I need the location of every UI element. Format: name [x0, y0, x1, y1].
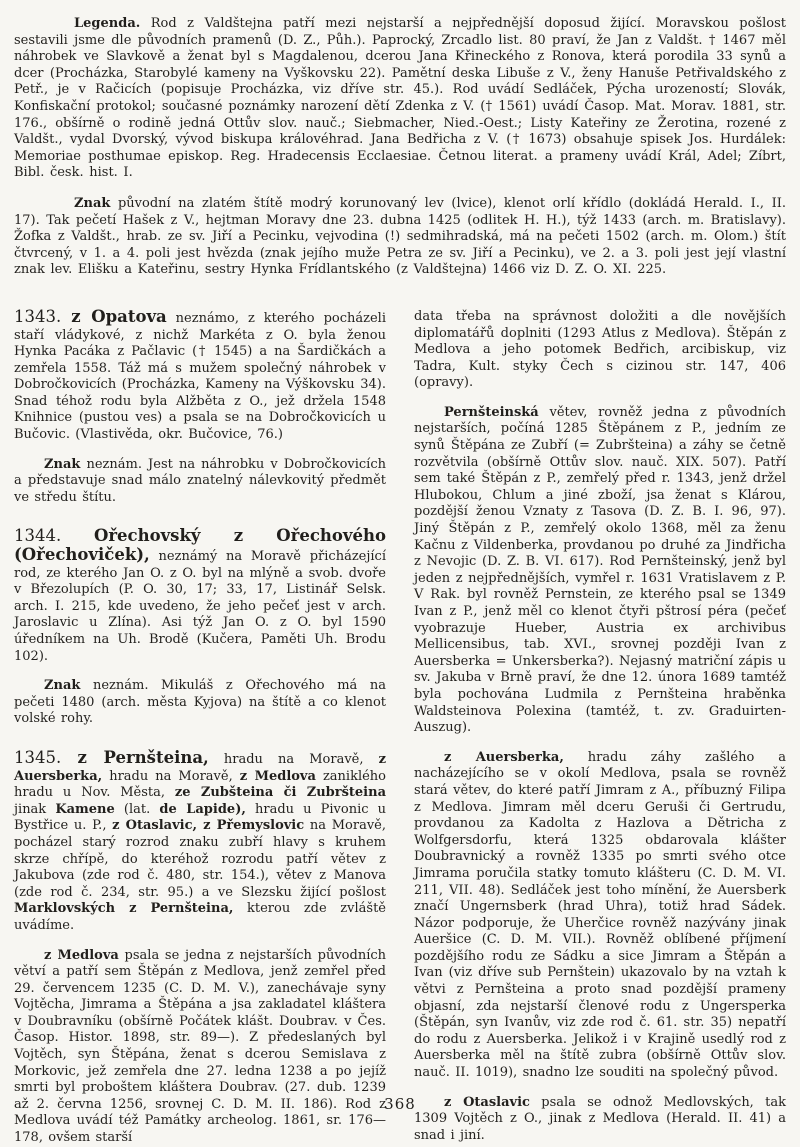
text-segment: zaniklého hradu u Nov. Města, — [14, 768, 387, 801]
continuation-paragraph — [414, 309, 786, 392]
text-segment: na Moravě, pocházel starý rozrod znaku zubří hlavy s kruhem skrze chřípě, do kteréhož rozrodu patří větev z Jakubova (zde rod č. 480, str. 154.), větev z Manova (zde rod č. 234, str. 95.) a ve Slezsku žijící pošlost — [14, 818, 386, 900]
entry-heading-segment: 1344. — [14, 526, 94, 546]
text-segment: hradu na Moravě, — [208, 751, 379, 767]
page-number: 368 — [384, 1095, 416, 1113]
entry-heading-segment: z Pernšteina, — [77, 747, 209, 767]
bold-lead-segment: Pernšteinská — [444, 404, 539, 420]
bold-lead-segment: z Medlova — [239, 768, 316, 784]
bold-lead-segment: Znak — [44, 678, 81, 694]
z-auersberka-paragraph — [414, 750, 786, 1082]
text-segment: neznám. Mikuláš z Ořechového má na pečeti 1480 (arch. města Kyjova) na štítě a co klenot volské rohy. — [14, 678, 386, 727]
entry-1343-z-opatova — [14, 306, 386, 444]
bold-lead-segment: z Otaslavic, z Přemyslovic — [112, 818, 305, 834]
entry-heading-segment: 1345. — [14, 747, 78, 767]
entry-1344-orechovsky — [14, 528, 386, 665]
znak-valdstejn-paragraph — [14, 196, 786, 279]
text-segment: neznámo, z kterého pocházeli staří vládykové, z nichž Markéta z O. byla ženou Hynka Pacáka z Pačlavic († 1545) a na Šardičkách a zemřela 1558. Táž má s mužem společný náhrobek v Dobročkovicích (Procházka, Kameny na Výškovsku 34). Snad téhož rodu byla Alžběta z O., jež držela 1548 Knihnice (pustou ves) a psala se na Dobročkovicích u Bučovic. (Vlastivěda, okr. Bučovice, 76.) — [14, 310, 386, 443]
bold-lead-segment: z Medlova — [44, 947, 119, 963]
text-segment: hradu u Pivonic u Bystřice u. P., — [14, 801, 386, 834]
text-segment: psala se odnož Medlovských, tak 1309 Vojtěch z O., jinak z Medlova (Herald. II. 41) a snad i jiní. — [414, 1094, 787, 1143]
znak-paragraph-1343 — [14, 457, 386, 507]
znak-paragraph-1344 — [14, 678, 386, 728]
text-segment: jinak — [14, 801, 56, 817]
bold-lead-segment: Znak — [44, 456, 81, 472]
entry-heading-segment: Ořechovský z Ořechového (Ořechoviček), — [14, 526, 386, 565]
bold-lead-segment: ze Zubšteina či Zubršteina — [174, 785, 387, 801]
text-segment: neznámý na Moravě přicházející rod, ze kterého Jan O. z O. byl na mlýně a svob. dvoře v Březolupích (P. O. 30, 17; 33, 17, Listinář Selsk. arch. I. 215, kde uvedeno, že jeho pečeť jest v arch. Jaroslavic u Zlína). Asi týž Jan O. z O. byl 1590 úředníkem na Uh. Brodě (Kučera, Paměti Uh. Brodu 102). — [14, 549, 386, 664]
text-segment: kterou zde zvláště uvádíme. — [14, 901, 386, 933]
text-segment: hradu záhy zašlého a nacházejícího se v okolí Medlova, psala se rovněž stará větev, do které patří Jimram z A., příbuzný Filipa z Medlova. Jimram měl dceru Geruši či Gertrudu, provdanou za Kadolta z Hazlova a Dětricha z Wolfgersdorfu, která 1325 obdarovala klášter Doubravnický a rovněž 1335 po smrti svého otce Jimrama poručila statky tomuto klášteru (C. D. M. VI. 211, VII. 48). Sedláček jest toho mínění, že Auersberk značí Ungernsberk (hrad Uhra), totiž hrad Sádek. Názor podporuje, že Uherčice rovněž nazývány jinak Aueršice (C. D. M. VII.). Rovněž oblíbené příjmení pozdějšího rodu ze Sádku a sice Jimram a Štěpán a Ivan (viz dříve sub Pernštein) ukazovalo by na vztah k větvi z Pernšteina a proto snad pozdější prameny objasní, zda nejstarší členové rodu z Ungersperka (Štěpán, syn Ivanův, viz zde rod č. 61. str. 35) nepatří do rodu z Auersberka. Jelikož i v Krajině usedlý rod z Auersberka měl na štítě zubra (obšírně Ottův slov. nauč. II. 1019), snadno lze souditi na společný původ. — [414, 749, 786, 1081]
intro-block — [14, 16, 786, 279]
bold-lead-segment: z Otaslavic — [444, 1094, 530, 1110]
entry-heading-segment: z Opatova — [71, 306, 167, 326]
z-medlova-paragraph — [14, 948, 386, 1147]
column-right — [414, 309, 786, 1147]
bold-lead-segment: Marklovských z Pernšteina, — [14, 901, 234, 917]
bold-lead-segment: Legenda. — [74, 16, 141, 31]
text-segment: původní na zlatém štítě modrý korunovaný lev (lvice), klenot orlí křídlo (dokládá Herald. I., II. 17). Tak pečetí Hašek z V., hejtman Moravy dne 23. dubna 1425 (odlitek H. H.), týž 1433 (arch. m. Bratislavy). Žofka z Valdšt., hrab. ze sv. Jiří a Pecinku, vejvodina (!) sedmihradská, má na pečeti 1502 (arch. m. Olom.) štít čtvrcený, v 1. a 4. poli jest hvězda (znak jejího muže Petra ze sv. Jiří a Pecinku), ve 2. a 3. poli jest její vlastní znak lev. Elišku a Kateřinu, sestry Hynka Frídlantského (z Valdštejna) 1466 viz D. Z. O. XI. 225. — [14, 195, 786, 278]
legenda-paragraph — [14, 16, 786, 182]
text-segment: neznám. Jest na náhrobku v Dobročkovicích a představuje snad málo znatelný nálevkovitý předmět ve středu štítu. — [14, 456, 386, 505]
text-segment: hradu na Moravě, — [102, 768, 240, 784]
text-segment: psala se jedna z nejstarších původních větví a patří sem Štěpán z Medlova, jenž zemřel před 29. červencem 1235 (C. D. M. V.), zanechávaje syny Vojtěcha, Jimrama a Štěpána a jsa zakladatel kláštera v Doubravníku (obšírně Počátek klášt. Doubrav. v Čes. Časop. Histor. 1898, str. 89—). Z předeslaných byl Vojtěch, syn Štěpána, ženat s dcerou Semislava z Morkovic, jež zemřela dne 27. ledna 1238 a po jejíž smrti byl proboštem kláštera Doubrav. (27. dub. 1239 až 2. června 1256, srovnej C. D. M. II. 186). Rod z Medlova uvádí též Památky archeolog. 1861, sr. 176—178, ovšem starší — [14, 947, 386, 1146]
column-left — [14, 306, 387, 1147]
text-segment: Rod z Valdštejna patří mezi nejstarší a nejpřednější doposud žijící. Moravskou pošlost sestavili jsme dle původních pramenů (D. Z., Půh.). Paprocký, Zrcadlo list. 80 praví, že Jan z Valdšt. † 1467 měl náhrobek ve Slavkově a ženat byl s Magdalenou, dcerou Jana Křineckého z Ronova, která porodila 33 synů a dcer (Procházka, Starobylé kameny na Vyškovsku 22). Pamětní deska Libuše z V., ženy Hanuše Petřivaldského z Petř., je v Račicích (popisuje Procházka, viz dříve str. 45.). Rod uvádí Sedláček, Pýcha urozeností; Slovák, Konfiskační protokol; současné poznámky narození dětí Zdenka z V. († 1561) uvádí Časop. Mat. Morav. 1881, str. 176., obšírně o rodině jedná Ottův slov. nauč.; Siebmacher, Nied.-Oest.; Listy Kateřiny ze Žerotina, rozené z Valdšt., vydal Dvorský, vývod biskupa královéhrad. Jana Bedřicha z V. († 1673) obsahuje spisek Jos. Hurdálek: Memoriae posthumae episkop. Reg. Hradecensis Ecclaesiae. Četnou literat. a prameny uvádí Král, Adel; Zíbrt, Bibl. česk. hist. I. — [14, 16, 786, 181]
bold-lead-segment: Znak — [74, 195, 111, 211]
entry-heading-segment: 1343. — [14, 306, 72, 326]
text-segment: data třeba na správnost doložiti a dle novějších diplomatářů doplniti (1293 Atlus z Medlova). Štěpán z Medlova a jeho potomek Bedřich, arcibiskup, viz Tadra, Kult. styky Čech s cizinou str. 147, 406 (opravy). — [414, 308, 786, 391]
text-segment: větev, rovněž jedna z původních nejstarších, počíná 1285 Štěpánem z P., jedním ze synů Štěpána ze Zubří (= Zubršteina) a záhy se četně rozvětvila (obšírně Ottův slov. nauč. XIX. 507). Patří sem také Štěpán z P., zemřelý před r. 1343, jenž držel Hlubokou, Chlum a jiné zboží, jsa ženat s Klárou, pozdější ženou Vznaty z Tasova (D. Z. B. I. 96, 97). Jiný Štěpán z P., zemřelý okolo 1368, měl za ženu Kačnu z Vildenberka, provdanou po druhé za Jindřicha z Nevojic (D. Z. B. VI. 617). Rod Pernšteinský, jenž byl jeden z nejpřednějších, vymřel r. 1631 Vratislavem z P. V Rak. byl rovněž Pernstein, ze kterého psal se 1349 Ivan z P., jenž měl co klenot čtyři pštrosí péra (pečeť vyobrazuje Hueber, Austria ex archivibus Mellicensibus, tab. XVI., srovnej později Ivan z Auersberka = Unkersberka?). Nejasný matriční zápis u sv. Jakuba v Brně praví, že dne 12. února 1689 tamtéž byla pochována Ludmila z Pernšteina hraběnka Waldsteinova Polexina (tamtéž, t. zv. Graduirten-Auszug). — [414, 404, 786, 736]
bold-lead-segment: de Lapide), — [159, 801, 246, 817]
pernsteinska-vetev-paragraph — [414, 405, 786, 737]
two-column-body — [14, 306, 787, 1147]
entry-1345-z-pernsteina — [14, 747, 387, 935]
bold-lead-segment: z Auersberka, — [444, 749, 564, 765]
text-segment: (lat. — [114, 801, 160, 817]
bold-lead-segment: z Auersberka, — [14, 751, 386, 784]
bold-lead-segment: Kamene — [55, 801, 115, 817]
